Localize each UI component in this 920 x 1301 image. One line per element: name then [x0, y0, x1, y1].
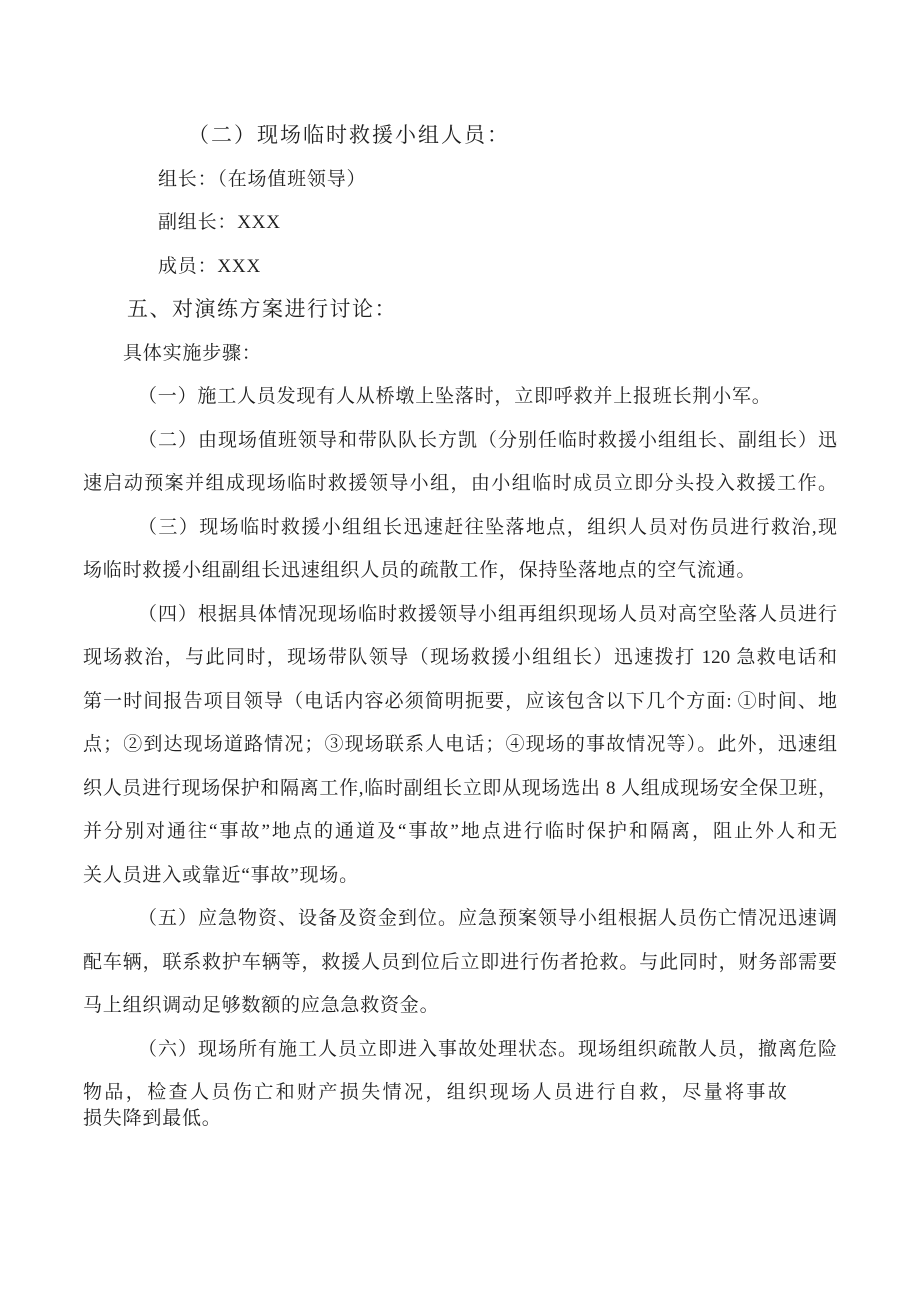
paragraph-1: [83, 375, 837, 419]
paragraph-2: [83, 419, 837, 506]
member-line-leader: 组长：（在场值班领导）: [158, 168, 367, 190]
chapter-heading: 五、对演练方案进行讨论：: [127, 297, 397, 321]
paragraph-6: [83, 1028, 837, 1141]
section-heading: （二）现场临时救援小组人员：: [188, 123, 510, 147]
subheading: 具体实施步骤：: [123, 342, 262, 364]
paragraph-line: （四）根据具体情况现场临时救援领导小组再组织现场人员对高空坠落人员进行: [138, 603, 837, 625]
paragraph-line: 损失降到最低。: [83, 1108, 222, 1129]
document-content: [83, 114, 837, 1141]
paragraph-5: [83, 897, 837, 1028]
paragraph-line: （一）施工人员发现有人从桥墩上坠落时，立即呼救并上报班长荆小军。: [138, 386, 772, 407]
paragraph-line: 速启动预案并组成现场临时救援领导小组，由小组临时成员立即分头投入救援工作。: [83, 473, 837, 494]
paragraph-line: 马上组织调动足够数额的应急急救资金。: [83, 995, 440, 1016]
paragraph-line: 现场救治，与此同时，现场带队领导（现场救援小组组长）迅速拨打 120 急救电话和: [83, 647, 837, 668]
paragraph-line: 第一时间报告项目领导（电话内容必须简明扼要，应该包含以下几个方面: ①时间、地: [83, 690, 837, 712]
paragraph-4: [83, 593, 837, 898]
paragraph-line: （五）应急物资、设备及资金到位。应急预案领导小组根据人员伤亡情况迅速调: [138, 908, 837, 929]
paragraph-line: 织人员进行现场保护和隔离工作,临时副组长立即从现场选出 8 人组成现场安全保卫班，: [83, 777, 837, 799]
paragraph-line: （二）由现场值班领导和带队队长方凯（分别任临时救援小组组长、副组长）迅: [138, 429, 837, 451]
paragraph-line: 配车辆，联系救护车辆等，救援人员到位后立即进行伤者抢救。与此同时，财务部需要: [83, 951, 837, 973]
paragraph-line: 场临时救援小组副组长迅速组织人员的疏散工作，保持坠落地点的空气流通。: [83, 560, 757, 581]
paragraph-line: 关人员进入或靠近“事故”现场。: [83, 864, 359, 886]
paragraph-line: 并分别对通往“事故”地点的通道及“事故”地点进行临时保护和隔离，阻止外人和无: [83, 821, 837, 842]
paragraph-line: （三）现场临时救援小组组长迅速赶往坠落地点，组织人员对伤员进行救治,现: [138, 516, 837, 538]
paragraph-line: 物品，检查人员伤亡和财产损失情况，组织现场人员进行自救，尽量将事故: [83, 1082, 790, 1103]
paragraph-line: 点；②到达现场道路情况；③现场联系人电话；④现场的事故情况等）。此外，迅速组: [83, 734, 837, 755]
paragraph-3: [83, 506, 837, 593]
member-line-members: 成员：XXX: [158, 255, 261, 277]
member-line-deputy-leader: 副组长：XXX: [158, 212, 281, 233]
paragraph-line: （六）现场所有施工人员立即进入事故处理状态。现场组织疏散人员，撤离危险: [138, 1038, 837, 1060]
